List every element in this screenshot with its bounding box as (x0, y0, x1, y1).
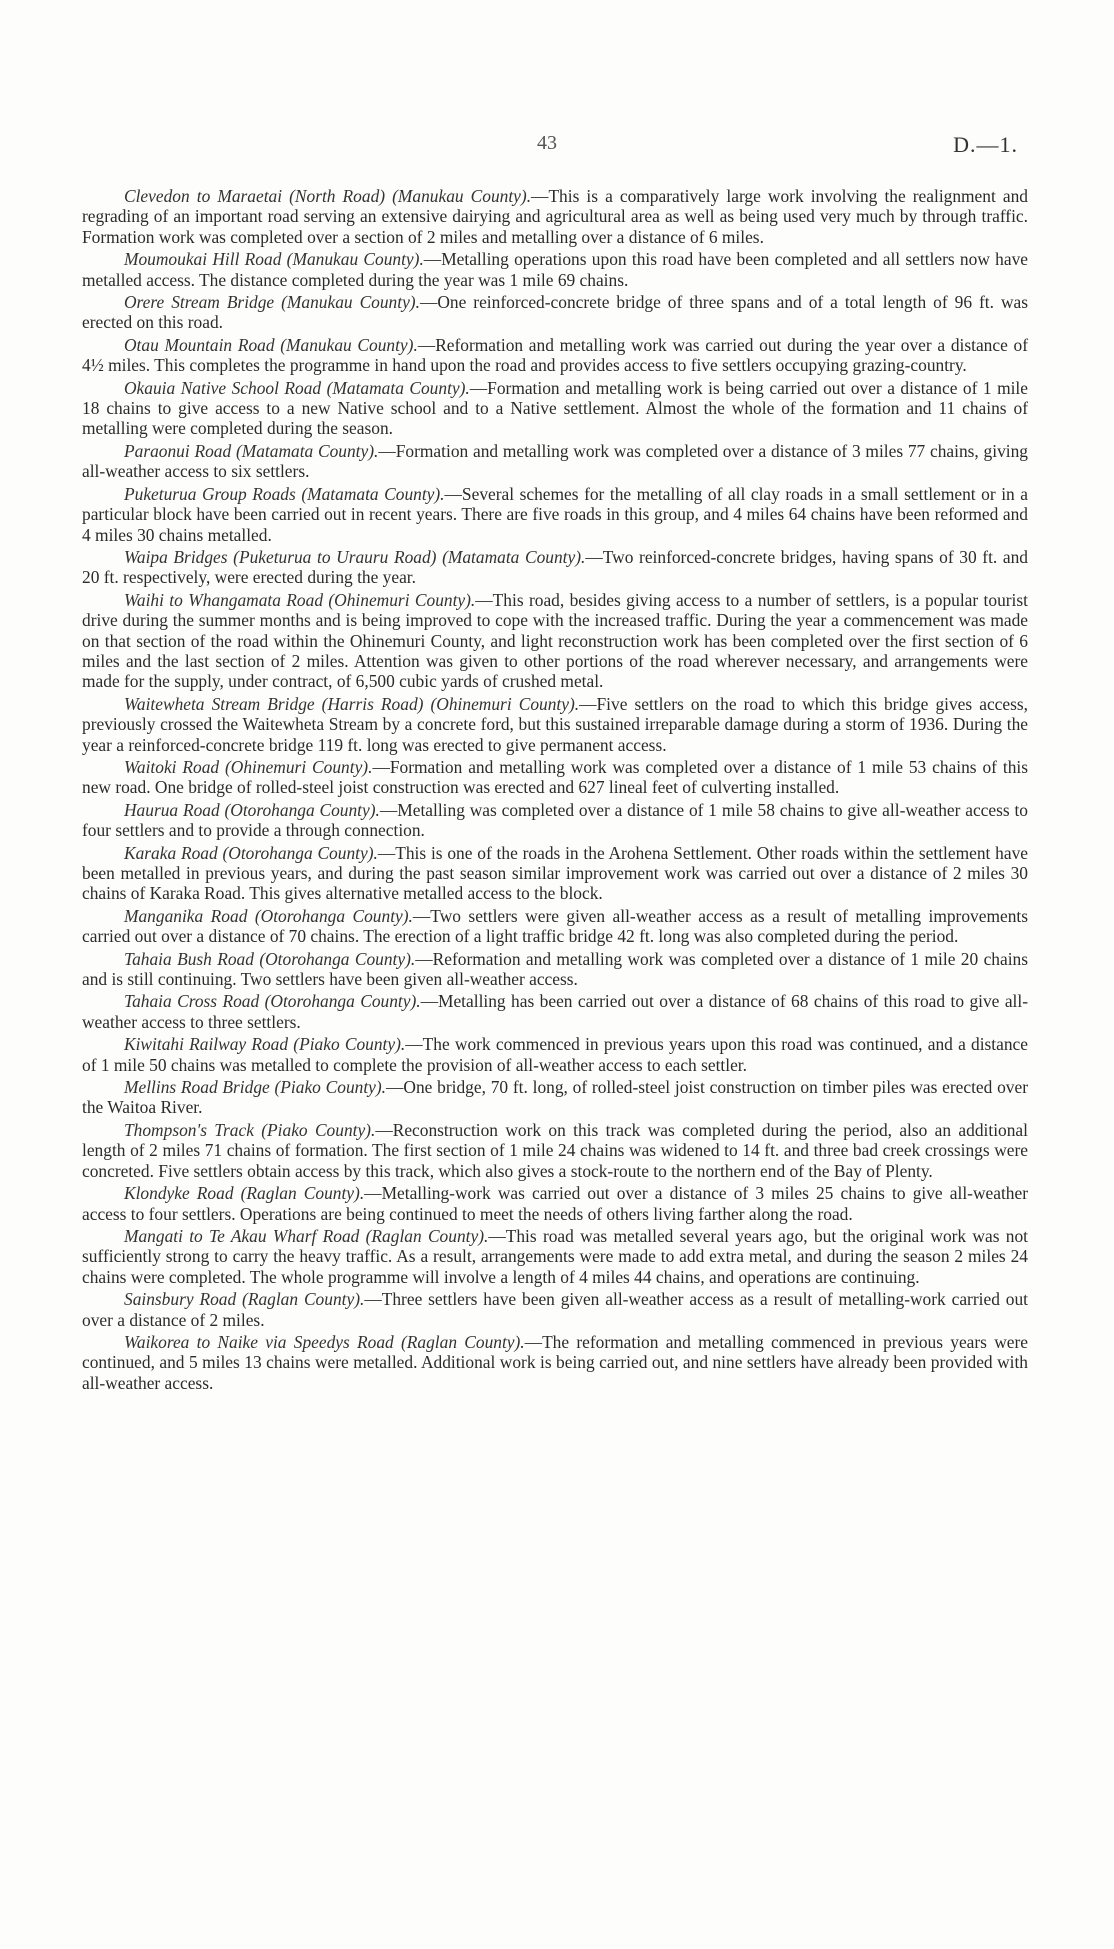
paragraph (82, 378, 1028, 439)
paragraph-text: —Formation and metalling work was completed over a distance of 3 miles 77 chains, giving all-weather access to six settlers. (82, 440, 1028, 482)
paragraph-text: —Metalling operations upon this road have been completed and all settlers now have metalled access. The distance completed during the year was 1 mile 69 chains. (82, 249, 1028, 290)
page-number: 43 (537, 132, 557, 154)
paragraph-text: —Reconstruction work on this track was completed during the period, also an additional length of 2 miles 71 chains of formation. The first section of 1 mile 24 chains was widened to 14 ft. and three bad creek crossings were concreted. Five settlers obtain access by this track, which also gives a stock-route to the northern end of the Bay of Plenty. (82, 1119, 1028, 1181)
paragraph-text: —Metalling was completed over a distance of 1 mile 58 chains to give all-weather access to four settlers and to provide a through connection. (82, 799, 1029, 841)
paragraph (82, 590, 1028, 692)
document-reference: D.—1. (953, 132, 1018, 157)
road-title: Mangati to Te Akau Wharf Road (Raglan County). (124, 1225, 489, 1246)
road-title: Moumoukai Hill Road (Manukau County). (124, 249, 424, 270)
road-title: Clevedon to Maraetai (North Road) (Manukau County). (124, 186, 532, 206)
paragraph (82, 547, 1028, 588)
paragraph (82, 694, 1028, 755)
paragraph-text: —Formation and metalling work was completed over a distance of 1 mile 53 chains of this new road. One bridge of rolled-steel joist construction was erected and 627 lineal feet of culverting installed. (82, 756, 1028, 798)
paragraph-text: —This is one of the roads in the Arohena Settlement. Other roads within the settlement have been metalled in previous years, and during the past season similar improvement work was carried out over a distance of 2 miles 30 chains of Karaka Road. This gives alternative metalled access to the block. (82, 842, 1028, 904)
paragraph (82, 335, 1028, 376)
paragraph (82, 1183, 1028, 1224)
road-title: Otau Mountain Road (Manukau County). (124, 334, 418, 355)
paragraph (82, 1332, 1028, 1393)
road-title: Mellins Road Bridge (Piako County). (124, 1077, 387, 1098)
road-title: Okauia Native School Road (Matamata County). (124, 377, 470, 398)
road-title: Thompson's Track (Piako County). (124, 1119, 376, 1140)
paragraph (82, 1226, 1028, 1287)
page-header (0, 132, 1114, 162)
road-title: Waitoki Road (Ohinemuri County). (124, 756, 373, 777)
paragraph-text: —One reinforced-concrete bridge of three spans and of a total length of 96 ft. was erected on this road. (82, 292, 1028, 333)
paragraph (82, 800, 1028, 841)
paragraph (82, 757, 1028, 798)
paragraph (82, 1120, 1028, 1181)
paragraph-text: —Metalling-work was carried out over a distance of 3 miles 25 chains to give all-weather access to four settlers. Operations are being continued to meet the needs of others living farther along the road. (82, 1183, 1028, 1224)
paragraph-text: —Reformation and metalling work was carried out during the year over a distance of 4½ miles. This completes the programme in hand upon the road and provides access to five settlers occupying grazing-country. (82, 334, 1028, 376)
paragraph (82, 843, 1028, 904)
paragraph-text: —This road, besides giving access to a number of settlers, is a popular tourist drive during the summer months and is being improved to cope with the increased traffic. During the year a commencement was made on that section of the road within the Ohinemuri County, and light reconstruction work has been completed over the first section of 6 miles and the last section of 2 miles. Attention was given to other portions of the road wherever necessary, and arrangements were made for the supply, under contract, of 6,500 cubic yards of crushed metal. (82, 589, 1028, 692)
paragraph-text: —The reformation and metalling commenced in previous years were continued, and 5 miles 13 chains were metalled. Additional work is being carried out, and nine settlers have already been provided with all-weather access. (82, 1331, 1028, 1393)
paragraph-text: —Several schemes for the metalling of all clay roads in a small settlement or in a particular block have been carried out in recent years. There are five roads in this group, and 4 miles 64 chains have been reformed and 4 miles 30 chains metalled. (82, 483, 1028, 545)
road-title: Waikorea to Naike via Speedys Road (Raglan County). (124, 1331, 525, 1352)
paragraph-text: —Two reinforced-concrete bridges, having spans of 30 ft. and 20 ft. respectively, were erected during the year. (82, 546, 1028, 588)
paragraph-text: —Two settlers were given all-weather access as a result of metalling improvements carried out over a distance of 70 chains. The erection of a light traffic bridge 42 ft. long was also completed during the period. (82, 905, 1029, 947)
road-title: Paraonui Road (Matamata County). (124, 440, 379, 461)
road-title: Manganika Road (Otorohanga County). (124, 905, 413, 926)
road-title: Klondyke Road (Raglan County). (124, 1183, 365, 1204)
paragraph (82, 1077, 1028, 1118)
paragraph-text: —This road was metalled several years ago, but the original work was not sufficiently strong to carry the heavy traffic. As a result, arrangements were made to add extra metal, and during the season 2 miles 24 chains were completed. The whole programme will involve a length of 4 miles 44 chains, and operations are continuing. (82, 1225, 1028, 1287)
road-title: Tahaia Bush Road (Otorohanga County). (124, 948, 416, 969)
paragraph-text: —Formation and metalling work is being carried out over a distance of 1 mile 18 chains to give access to a new Native school and to a Native settlement. Almost the whole of the formation and 11 chains of metalling were completed during the season. (82, 377, 1028, 439)
road-title: Waipa Bridges (Puketurua to Urauru Road) (Matamata County). (124, 546, 586, 567)
paragraph-text: —Five settlers on the road to which this bridge gives access, previously crossed the Waitewheta Stream by a concrete ford, but this sustained irreparable damage during a storm of 1936. During the year a reinforced-concrete bridge 119 ft. long was erected to give permanent access. (82, 693, 1028, 755)
road-title: Orere Stream Bridge (Manukau County). (124, 292, 420, 313)
paragraph-text: —The work commenced in previous years upon this road was continued, and a distance of 1 mile 50 chains was metalled to complete the provision of all-weather access to each settler. (82, 1034, 1028, 1075)
paragraph (82, 186, 1028, 247)
paragraph-text: —Metalling has been carried out over a distance of 68 chains of this road to give all-weather access to three settlers. (82, 991, 1028, 1032)
road-title: Waihi to Whangamata Road (Ohinemuri County). (124, 589, 476, 610)
road-title: Haurua Road (Otorohanga County). (124, 799, 380, 820)
paragraph-text: —Three settlers have been given all-weather access as a result of metalling-work carried out over a distance of 2 miles. (82, 1289, 1028, 1330)
paragraph (82, 949, 1028, 990)
paragraph-text: —This is a comparatively large work involving the realignment and regrading of an important road serving an extensive dairying and agricultural area as well as being used very much by through traffic. Formation work was completed over a section of 2 miles and metalling over a distance of 6 miles. (82, 186, 1028, 247)
paragraph (82, 1289, 1028, 1330)
paragraph (82, 1034, 1028, 1075)
paragraph (82, 484, 1028, 545)
road-title: Karaka Road (Otorohanga County). (124, 842, 378, 863)
road-title: Puketurua Group Roads (Matamata County). (124, 483, 445, 504)
paragraph (82, 249, 1028, 290)
paragraph (82, 441, 1028, 482)
paragraph-text: —One bridge, 70 ft. long, of rolled-steel joist construction on timber piles was erected over the Waitoa River. (82, 1077, 1029, 1118)
report-body (82, 186, 1028, 1395)
paragraph-text: —Reformation and metalling work was completed over a distance of 1 mile 20 chains and is still continuing. Two settlers have been given all-weather access. (82, 948, 1028, 990)
road-title: Tahaia Cross Road (Otorohanga County). (124, 991, 421, 1012)
paragraph (82, 292, 1028, 333)
road-title: Sainsbury Road (Raglan County). (124, 1289, 365, 1310)
road-title: Kiwitahi Railway Road (Piako County). (124, 1034, 406, 1055)
paragraph (82, 906, 1028, 947)
road-title: Waitewheta Stream Bridge (Harris Road) (Ohinemuri County). (124, 693, 580, 714)
paragraph (82, 991, 1028, 1032)
